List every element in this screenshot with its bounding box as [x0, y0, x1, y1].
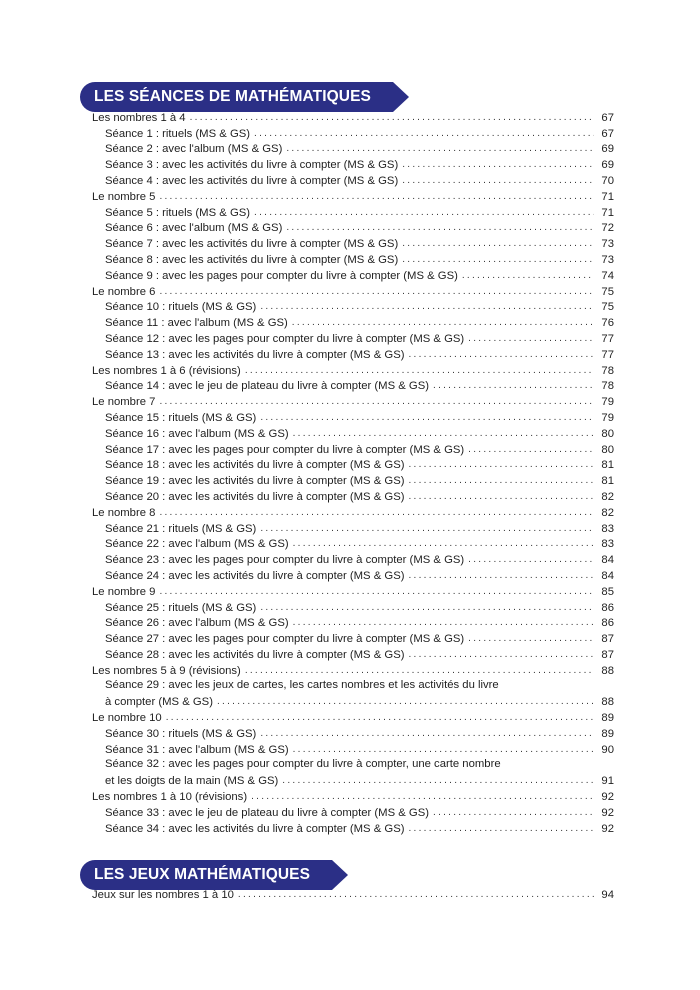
toc-entry-label: Le nombre 10	[92, 712, 162, 725]
toc-leader-dots	[190, 111, 594, 125]
toc-entry-label: Le nombre 5	[92, 190, 156, 203]
section-title: LES JEUX MATHÉMATIQUES	[80, 860, 332, 890]
toc-leader-dots	[293, 743, 594, 757]
toc-entry-chapter[interactable]	[92, 886, 614, 902]
toc-entry-chapter[interactable]	[92, 283, 614, 299]
toc-leader-dots	[159, 395, 594, 409]
toc-leader-dots	[260, 727, 594, 741]
toc-leader-dots	[409, 569, 595, 583]
toc-entry-chapter[interactable]	[92, 393, 614, 409]
toc-leader-dots	[433, 379, 594, 393]
toc-entry-seance[interactable]	[92, 520, 614, 536]
toc-entry-seance[interactable]	[92, 693, 614, 709]
toc-entry-seance[interactable]	[92, 172, 614, 188]
toc-page-number: 88	[601, 664, 614, 677]
toc-entry-seance[interactable]	[92, 156, 614, 172]
toc-page-number: 86	[601, 617, 614, 630]
toc-list-seances	[92, 109, 614, 836]
toc-entry-seance[interactable]	[92, 804, 614, 820]
toc-leader-dots	[402, 158, 594, 172]
toc-entry-seance[interactable]	[92, 772, 614, 788]
toc-page-number: 86	[601, 601, 614, 614]
toc-entry-chapter[interactable]	[92, 583, 614, 599]
toc-page-number: 84	[601, 554, 614, 567]
toc-entry-label: Séance 26 : avec l'album (MS & GS)	[105, 617, 289, 630]
toc-page-number: 79	[601, 411, 614, 424]
toc-entry-seance[interactable]	[92, 220, 614, 236]
toc-entry-label: Séance 14 : avec le jeu de plateau du livre à compter (MS & GS)	[105, 380, 430, 393]
toc-entry-label: Séance 15 : rituels (MS & GS)	[105, 411, 257, 424]
toc-entry-chapter[interactable]	[92, 709, 614, 725]
toc-entry-seance[interactable]	[92, 551, 614, 567]
toc-entry-seance[interactable]	[92, 646, 614, 662]
toc-entry-seance[interactable]	[92, 299, 614, 315]
toc-entry-seance[interactable]	[92, 125, 614, 141]
toc-entry-label: Séance 3 : avec les activités du livre à compter (MS & GS)	[105, 159, 399, 172]
toc-leader-dots	[286, 221, 594, 235]
toc-entry-seance[interactable]	[92, 314, 614, 330]
toc-entry-label: Jeux sur les nombres 1 à 10	[92, 888, 234, 901]
toc-entry-label: Séance 31 : avec l'album (MS & GS)	[105, 743, 289, 756]
toc-leader-dots	[260, 300, 594, 314]
toc-page-number: 89	[601, 712, 614, 725]
toc-leader-dots	[402, 237, 594, 251]
toc-leader-dots	[260, 522, 594, 536]
toc-page-number: 72	[601, 222, 614, 235]
toc-entry-seance[interactable]	[92, 204, 614, 220]
toc-page-number: 69	[601, 143, 614, 156]
toc-entry-label: Le nombre 8	[92, 506, 156, 519]
toc-entry-seance[interactable]	[92, 725, 614, 741]
toc-entry-label: Séance 2 : avec l'album (MS & GS)	[105, 143, 283, 156]
toc-page-number: 81	[601, 459, 614, 472]
toc-entry-label: Séance 4 : avec les activités du livre à compter (MS & GS)	[105, 174, 399, 187]
toc-entry-label: Séance 23 : avec les pages pour compter du livre à compter (MS & GS)	[105, 554, 465, 567]
toc-page-number: 83	[601, 538, 614, 551]
toc-entry-label: Séance 18 : avec les activités du livre à compter (MS & GS)	[105, 459, 405, 472]
toc-leader-dots	[260, 411, 594, 425]
toc-leader-dots	[159, 285, 594, 299]
toc-leader-dots	[293, 616, 594, 630]
toc-entry-label: Séance 30 : rituels (MS & GS)	[105, 727, 257, 740]
toc-entry-label: Séance 7 : avec les activités du livre à compter (MS & GS)	[105, 238, 399, 251]
toc-leader-dots	[409, 822, 595, 836]
toc-leader-dots	[159, 585, 594, 599]
toc-entry-label: Séance 11 : avec l'album (MS & GS)	[105, 317, 288, 330]
toc-entry-label: Les nombres 1 à 10 (révisions)	[92, 791, 248, 804]
toc-page-number: 92	[601, 806, 614, 819]
toc-page-number: 83	[601, 522, 614, 535]
toc-entry-label: à compter (MS & GS)	[105, 696, 213, 709]
toc-leader-dots	[245, 364, 594, 378]
toc-entry-label: Le nombre 6	[92, 285, 156, 298]
toc-entry-label: Séance 1 : rituels (MS & GS)	[105, 127, 251, 140]
toc-entry-label-line1: Séance 32 : avec les pages pour compter du livre à compter, une carte nombre	[105, 757, 501, 770]
toc-page-number: 78	[601, 364, 614, 377]
toc-page-number: 90	[601, 743, 614, 756]
toc-leader-dots	[251, 790, 594, 804]
toc-page-number: 91	[601, 775, 614, 788]
toc-entry-seance[interactable]	[92, 615, 614, 631]
toc-entry-label: Séance 8 : avec les activités du livre à compter (MS & GS)	[105, 253, 399, 266]
toc-entry-seance[interactable]	[92, 346, 614, 362]
toc-entry-label: et les doigts de la main (MS & GS)	[105, 775, 279, 788]
toc-page-number: 67	[601, 111, 614, 124]
toc-leader-dots	[409, 474, 595, 488]
toc-leader-dots	[468, 443, 594, 457]
toc-leader-dots	[159, 506, 594, 520]
toc-leader-dots	[468, 553, 594, 567]
toc-entry-label: Séance 25 : rituels (MS & GS)	[105, 601, 257, 614]
toc-page-number: 89	[601, 727, 614, 740]
toc-leader-dots	[292, 316, 594, 330]
section-title: LES SÉANCES DE MATHÉMATIQUES	[80, 82, 393, 112]
toc-entry-seance[interactable]	[92, 378, 614, 394]
toc-leader-dots	[260, 601, 594, 615]
toc-page-number: 87	[601, 633, 614, 646]
toc-entry-seance[interactable]	[92, 457, 614, 473]
toc-page-number: 73	[601, 253, 614, 266]
toc-page-number: 71	[601, 190, 614, 203]
toc-entry-seance[interactable]	[92, 251, 614, 267]
toc-leader-dots	[245, 664, 594, 678]
toc-page-number: 76	[601, 317, 614, 330]
toc-page-number: 92	[601, 822, 614, 835]
toc-page-number: 82	[601, 490, 614, 503]
toc-entry-chapter[interactable]	[92, 788, 614, 804]
toc-entry-seance[interactable]	[92, 425, 614, 441]
toc-entry-label: Le nombre 9	[92, 585, 156, 598]
toc-entry-seance[interactable]	[92, 567, 614, 583]
toc-entry-chapter[interactable]	[92, 662, 614, 678]
toc-leader-dots	[402, 174, 594, 188]
toc-page-number: 84	[601, 569, 614, 582]
toc-entry-label: Séance 10 : rituels (MS & GS)	[105, 301, 257, 314]
toc-leader-dots	[254, 206, 594, 220]
toc-leader-dots	[462, 269, 594, 283]
toc-leader-dots	[409, 490, 595, 504]
toc-page-number: 75	[601, 285, 614, 298]
toc-page-number: 78	[601, 380, 614, 393]
toc-page-number: 85	[601, 585, 614, 598]
toc-entry-chapter[interactable]	[92, 504, 614, 520]
toc-entry-label: Séance 24 : avec les activités du livre à compter (MS & GS)	[105, 569, 405, 582]
toc-entry-seance[interactable]	[92, 536, 614, 552]
toc-entry-label: Séance 13 : avec les activités du livre à compter (MS & GS)	[105, 348, 405, 361]
toc-entry-seance[interactable]	[92, 472, 614, 488]
toc-entry-label: Séance 28 : avec les activités du livre à compter (MS & GS)	[105, 648, 405, 661]
toc-leader-dots	[409, 348, 595, 362]
toc-leader-dots	[238, 888, 594, 902]
toc-leader-dots	[468, 332, 594, 346]
toc-entry-label-line1: Séance 29 : avec les jeux de cartes, les cartes nombres et les activités du livre	[105, 678, 499, 691]
toc-page-number: 94	[601, 888, 614, 901]
toc-entry-seance[interactable]	[92, 820, 614, 836]
toc-page-number: 81	[601, 475, 614, 488]
toc-entry-label: Les nombres 1 à 4	[92, 111, 186, 124]
toc-page-number: 69	[601, 159, 614, 172]
toc-entry-label: Séance 34 : avec les activités du livre à compter (MS & GS)	[105, 822, 405, 835]
toc-page-number: 75	[601, 301, 614, 314]
toc-entry-label: Séance 16 : avec l'album (MS & GS)	[105, 427, 289, 440]
toc-leader-dots	[409, 648, 595, 662]
toc-entry-label: Séance 21 : rituels (MS & GS)	[105, 522, 257, 535]
toc-entry-label: Séance 33 : avec le jeu de plateau du livre à compter (MS & GS)	[105, 806, 430, 819]
toc-list-jeux	[92, 886, 614, 902]
toc-leader-dots	[468, 632, 594, 646]
toc-leader-dots	[433, 806, 594, 820]
toc-entry-label: Séance 12 : avec les pages pour compter du livre à compter (MS & GS)	[105, 332, 465, 345]
toc-entry-seance[interactable]	[92, 741, 614, 757]
toc-leader-dots	[282, 774, 594, 788]
toc-entry-label: Séance 17 : avec les pages pour compter du livre à compter (MS & GS)	[105, 443, 465, 456]
toc-leader-dots	[217, 695, 594, 709]
toc-page-number: 70	[601, 174, 614, 187]
section-banner-seances	[80, 82, 393, 112]
toc-entry-seance[interactable]	[92, 330, 614, 346]
toc-entry-chapter[interactable]	[92, 188, 614, 204]
toc-leader-dots	[402, 253, 594, 267]
toc-entry-seance[interactable]	[92, 599, 614, 615]
toc-entry-seance[interactable]	[92, 141, 614, 157]
toc-page-number: 73	[601, 238, 614, 251]
toc-entry-label: Séance 5 : rituels (MS & GS)	[105, 206, 251, 219]
toc-page-number: 77	[601, 348, 614, 361]
toc-entry-label: Les nombres 1 à 6 (révisions)	[92, 364, 241, 377]
toc-entry-seance[interactable]	[92, 488, 614, 504]
toc-entry-seance[interactable]	[92, 441, 614, 457]
toc-page-number: 77	[601, 332, 614, 345]
toc-leader-dots	[293, 427, 594, 441]
toc-entry-seance[interactable]	[92, 630, 614, 646]
toc-entry-seance[interactable]	[92, 409, 614, 425]
toc-leader-dots	[409, 458, 595, 472]
toc-page-number: 79	[601, 396, 614, 409]
toc-entry-chapter[interactable]	[92, 109, 614, 125]
toc-entry-label: Séance 20 : avec les activités du livre à compter (MS & GS)	[105, 490, 405, 503]
toc-entry-chapter[interactable]	[92, 362, 614, 378]
toc-page-number: 71	[601, 206, 614, 219]
toc-leader-dots	[293, 537, 594, 551]
toc-entry-seance[interactable]	[92, 267, 614, 283]
toc-page-number: 82	[601, 506, 614, 519]
toc-leader-dots	[166, 711, 594, 725]
toc-page-number: 80	[601, 443, 614, 456]
toc-leader-dots	[159, 190, 594, 204]
toc-page-number: 87	[601, 648, 614, 661]
toc-entry-label: Séance 22 : avec l'album (MS & GS)	[105, 538, 289, 551]
toc-entry-label: Séance 9 : avec les pages pour compter du livre à compter (MS & GS)	[105, 269, 458, 282]
toc-entry-seance[interactable]	[92, 235, 614, 251]
toc-page-number: 74	[601, 269, 614, 282]
toc-entry-label: Le nombre 7	[92, 396, 156, 409]
toc-page-number: 88	[601, 696, 614, 709]
toc-entry-label: Séance 6 : avec l'album (MS & GS)	[105, 222, 283, 235]
toc-page-number: 92	[601, 791, 614, 804]
toc-leader-dots	[254, 127, 594, 141]
toc-page-number: 80	[601, 427, 614, 440]
toc-leader-dots	[286, 142, 594, 156]
toc-entry-label: Séance 19 : avec les activités du livre à compter (MS & GS)	[105, 475, 405, 488]
toc-entry-label: Séance 27 : avec les pages pour compter du livre à compter (MS & GS)	[105, 633, 465, 646]
toc-entry-label: Les nombres 5 à 9 (révisions)	[92, 664, 241, 677]
toc-page-number: 67	[601, 127, 614, 140]
